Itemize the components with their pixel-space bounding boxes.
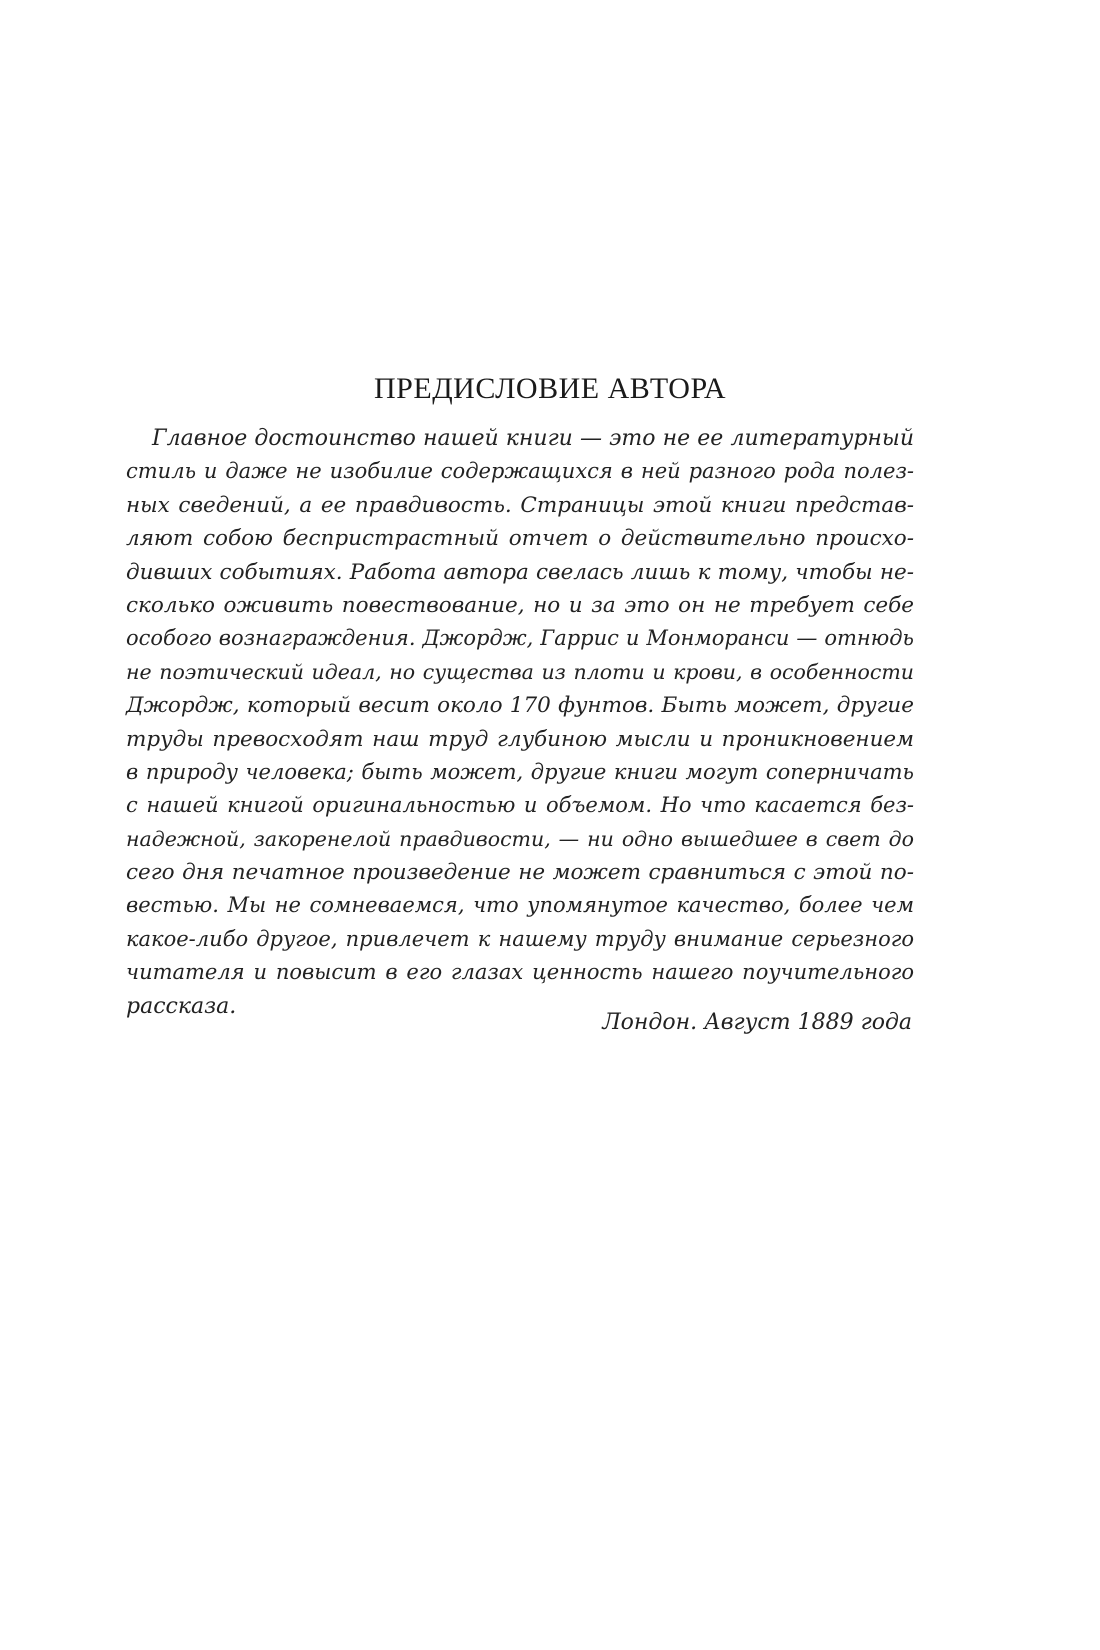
paragraph-line: Главное достоинство нашей книги — это не ее литературный bbox=[152, 426, 914, 451]
paragraph-line: сколько оживить повествование, но и за это он не требует себе bbox=[126, 592, 914, 618]
paragraph-line: читателя и повысит в его глазах ценность нашего поучительного bbox=[126, 960, 914, 985]
paragraph-line: вестью. Мы не сомневаемся, что упомянутое качество, более чем bbox=[126, 893, 914, 918]
paragraph-line: ных сведений, а ее правдивость. Страницы этой книги представ- bbox=[126, 492, 914, 518]
paragraph-line: Джордж, который весит около 170 фунтов. Быть может, другие bbox=[126, 693, 914, 719]
paragraph-line: труды превосходят наш труд глубиною мысли и проникновением bbox=[126, 726, 914, 752]
paragraph-line: рассказа. bbox=[126, 993, 237, 1019]
paragraph-line: какое-либо другое, привлечет к нашему труду внимание серьезного bbox=[126, 926, 914, 951]
signature-place-date: Лондон. Август 1889 года bbox=[602, 1010, 912, 1035]
paragraph-line: с нашей книгой оригинальностью и объемом. Но что касается без- bbox=[126, 793, 914, 818]
paragraph-line: особого вознаграждения. Джордж, Гаррис и Монморанси — отнюдь bbox=[126, 626, 914, 651]
paragraph-line: не поэтический идеал, но существа из плоти и крови, в особенности bbox=[126, 659, 914, 684]
paragraph-line: надежной, закоренелой правдивости, — ни одно вышедшее в свет до bbox=[126, 826, 914, 851]
paragraph-line: стиль и даже не изобилие содержащихся в ней разного рода полез- bbox=[126, 459, 914, 484]
paragraph-line: в природу человека; быть может, другие книги могут соперничать bbox=[126, 759, 914, 784]
paragraph-line: дивших событиях. Работа автора свелась лишь к тому, чтобы не- bbox=[126, 559, 914, 585]
paragraph-line: ляют собою беспристрастный отчет о действительно происхо- bbox=[126, 526, 914, 552]
preface-paragraph bbox=[126, 422, 914, 1023]
paragraph-line: сего дня печатное произведение не может сравниться с этой по- bbox=[126, 860, 914, 886]
page-title: ПРЕДИСЛОВИЕ АВТОРА bbox=[374, 372, 726, 405]
